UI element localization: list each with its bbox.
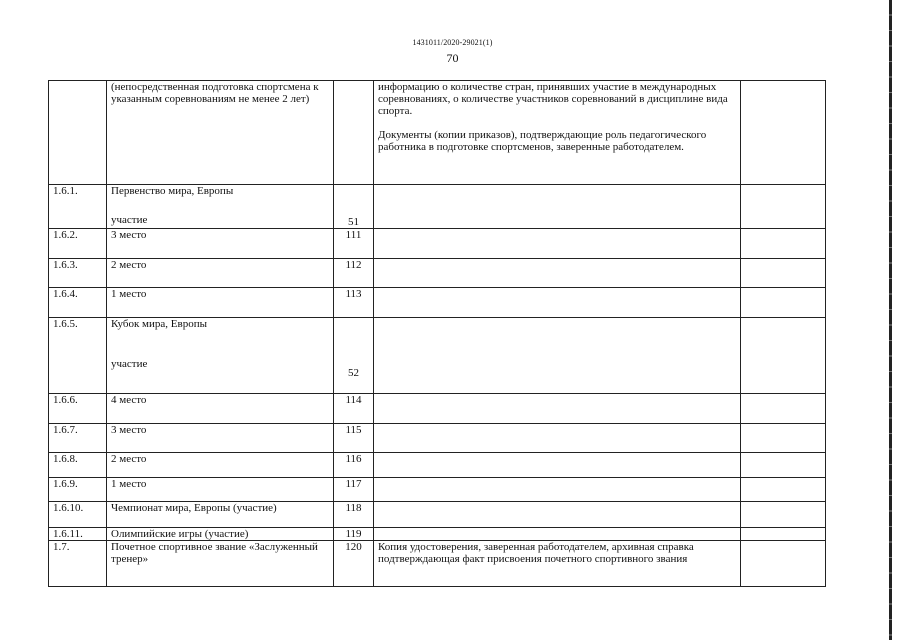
table-row [49, 185, 826, 229]
documents-cell [374, 259, 741, 288]
score-cell: 120 [334, 541, 374, 587]
documents-cell [374, 478, 741, 502]
table-row [49, 424, 826, 453]
score-cell: 52 [334, 318, 374, 394]
table-row [49, 502, 826, 528]
score-cell: 113 [334, 288, 374, 318]
table-row [49, 528, 826, 541]
documents-cell [374, 394, 741, 424]
table-row [49, 453, 826, 478]
criterion-cell: 3 место [107, 229, 334, 259]
row-number: 1.6.6. [49, 394, 107, 424]
row-number: 1.6.9. [49, 478, 107, 502]
row-number: 1.6.10. [49, 502, 107, 528]
criterion-text: Кубок мира, Европы [111, 318, 207, 330]
criterion-text: (непосредственная подготовка спортсмена к указанным соревнованиям не менее 2 лет) [111, 81, 319, 105]
row-number: 1.6.1. [49, 185, 107, 229]
criteria-table [48, 80, 826, 587]
notes-cell [741, 81, 826, 185]
table-row [49, 478, 826, 502]
row-number: 1.6.11. [49, 528, 107, 541]
criterion-cell: Почетное спортивное звание «Заслуженный тренер» [107, 541, 334, 587]
criterion-cell: 1 место [107, 288, 334, 318]
notes-cell [741, 394, 826, 424]
criterion-cell [107, 81, 334, 185]
criterion-cell: Чемпионат мира, Европы (участие) [107, 502, 334, 528]
criterion-cell: 3 место [107, 424, 334, 453]
notes-cell [741, 424, 826, 453]
documents-text-2: Документы (копии приказов), подтверждающие роль педагогического работника в подготовке спортсменов, заверенные работодателем. [378, 129, 707, 153]
notes-cell [741, 541, 826, 587]
document-id: 1431011/2020-29021(1) [412, 38, 493, 47]
table-row [49, 288, 826, 318]
criterion-cell: 2 место [107, 259, 334, 288]
documents-cell [374, 424, 741, 453]
criterion-subtext: участие [111, 358, 148, 370]
table-row [49, 318, 826, 394]
score-cell: 118 [334, 502, 374, 528]
score-cell: 114 [334, 394, 374, 424]
criterion-cell [107, 318, 334, 394]
score-cell [334, 81, 374, 185]
row-number: 1.6.3. [49, 259, 107, 288]
notes-cell [741, 229, 826, 259]
row-number: 1.6.2. [49, 229, 107, 259]
documents-cell [374, 528, 741, 541]
score-cell: 116 [334, 453, 374, 478]
notes-cell [741, 318, 826, 394]
table-row [49, 394, 826, 424]
notes-cell [741, 259, 826, 288]
criterion-text: Первенство мира, Европы [111, 185, 234, 197]
row-number: 1.6.8. [49, 453, 107, 478]
documents-cell [374, 229, 741, 259]
notes-cell [741, 185, 826, 229]
documents-cell [374, 502, 741, 528]
table-row [49, 81, 826, 185]
criterion-cell: 1 место [107, 478, 334, 502]
criterion-cell [107, 185, 334, 229]
documents-cell [374, 81, 741, 185]
score-cell: 112 [334, 259, 374, 288]
row-number [49, 81, 107, 185]
documents-cell [374, 185, 741, 229]
table-row [49, 229, 826, 259]
documents-cell: Копия удостоверения, заверенная работодателем, архивная справка подтверждающая факт присвоения почетного спортивного звания [374, 541, 741, 587]
notes-cell [741, 478, 826, 502]
page-number: 70 [446, 51, 459, 65]
documents-cell [374, 453, 741, 478]
score-cell: 51 [334, 185, 374, 229]
documents-text: информацию о количестве стран, принявших участие в международных соревнованиях, о количестве участников соревнований в дисциплине вида спорта. [378, 81, 728, 117]
notes-cell [741, 502, 826, 528]
table-row [49, 259, 826, 288]
row-number: 1.7. [49, 541, 107, 587]
row-number: 1.6.5. [49, 318, 107, 394]
score-cell: 119 [334, 528, 374, 541]
row-number: 1.6.7. [49, 424, 107, 453]
scan-edge-line [889, 0, 892, 640]
score-cell: 115 [334, 424, 374, 453]
criterion-cell: 2 место [107, 453, 334, 478]
notes-cell [741, 453, 826, 478]
notes-cell [741, 288, 826, 318]
score-cell: 111 [334, 229, 374, 259]
criterion-cell: Олимпийские игры (участие) [107, 528, 334, 541]
documents-cell [374, 318, 741, 394]
score-cell: 117 [334, 478, 374, 502]
notes-cell [741, 528, 826, 541]
criterion-cell: 4 место [107, 394, 334, 424]
criterion-subtext: участие [111, 214, 148, 226]
documents-cell [374, 288, 741, 318]
table-row [49, 541, 826, 587]
row-number: 1.6.4. [49, 288, 107, 318]
